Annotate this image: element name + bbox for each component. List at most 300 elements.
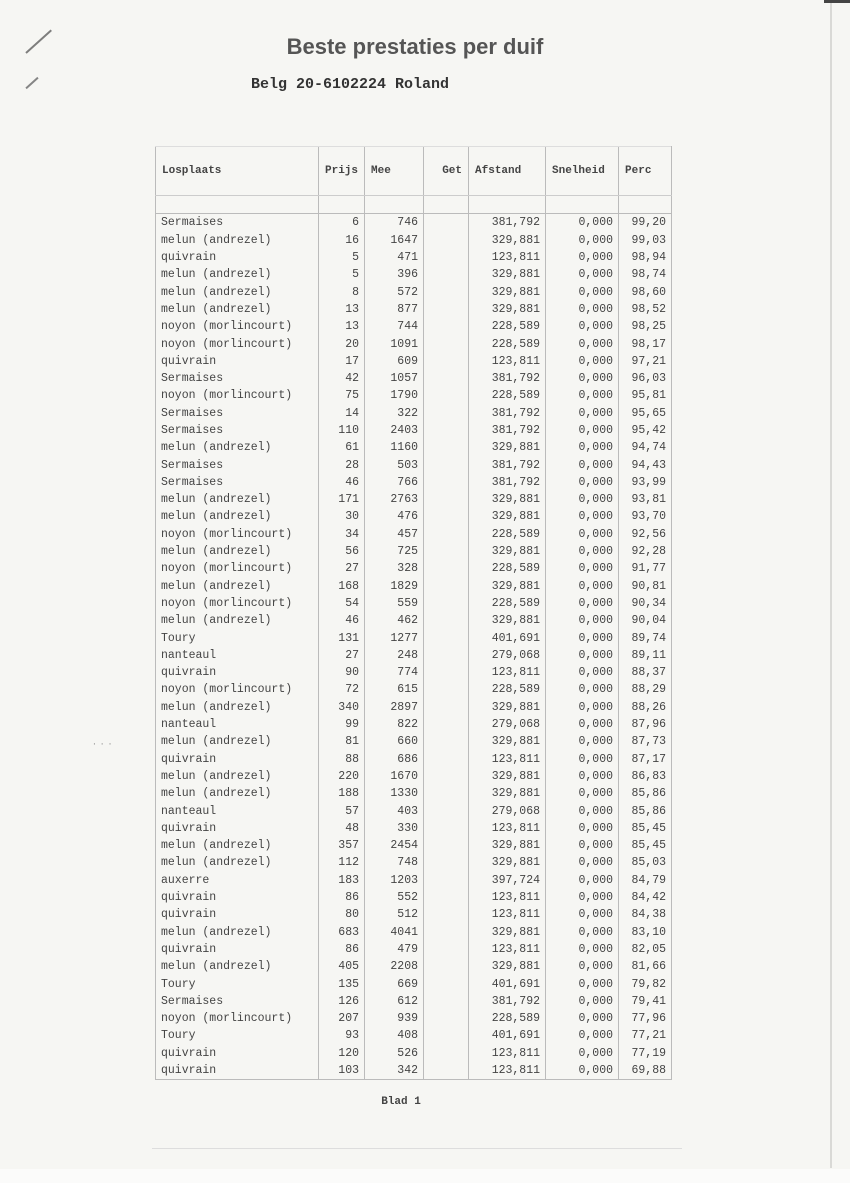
table-row [156, 508, 672, 525]
cell-get [424, 941, 469, 958]
cell-prijs: 20 [319, 335, 365, 352]
cell-afstand: 329,881 [469, 491, 546, 508]
cell-perc: 77,19 [619, 1045, 672, 1062]
cell-afstand: 123,811 [469, 751, 546, 768]
cell-get [424, 353, 469, 370]
cell-losplaats: melun (andrezel) [156, 785, 319, 802]
cell-snelheid: 0,000 [546, 439, 619, 456]
cell-afstand: 123,811 [469, 889, 546, 906]
cell-snelheid: 0,000 [546, 560, 619, 577]
cell-afstand: 123,811 [469, 941, 546, 958]
cell-losplaats: noyon (morlincourt) [156, 595, 319, 612]
cell-losplaats: noyon (morlincourt) [156, 1010, 319, 1027]
cell-perc: 98,52 [619, 301, 672, 318]
cell-get [424, 872, 469, 889]
cell-perc: 81,66 [619, 958, 672, 975]
table-row [156, 474, 672, 491]
cell-prijs: 207 [319, 1010, 365, 1027]
cell-afstand: 397,724 [469, 872, 546, 889]
cell-afstand: 123,811 [469, 1045, 546, 1062]
cell-losplaats: melun (andrezel) [156, 301, 319, 318]
table-row [156, 249, 672, 266]
cell-losplaats: Sermaises [156, 456, 319, 473]
cell-perc: 89,11 [619, 647, 672, 664]
cell-get [424, 595, 469, 612]
cell-afstand: 123,811 [469, 820, 546, 837]
cell-perc: 92,28 [619, 543, 672, 560]
cell-get [424, 474, 469, 491]
cell-mee: 774 [365, 664, 424, 681]
table-row [156, 923, 672, 940]
cell-get [424, 733, 469, 750]
cell-losplaats: Sermaises [156, 370, 319, 387]
cell-afstand: 329,881 [469, 612, 546, 629]
cell-snelheid: 0,000 [546, 993, 619, 1010]
table-row [156, 318, 672, 335]
cell-snelheid: 0,000 [546, 508, 619, 525]
scan-dots: ··· [92, 740, 116, 749]
cell-get [424, 526, 469, 543]
table-row [156, 439, 672, 456]
cell-losplaats: Toury [156, 1027, 319, 1044]
cell-losplaats: noyon (morlincourt) [156, 681, 319, 698]
cell-losplaats: melun (andrezel) [156, 283, 319, 300]
cell-afstand: 401,691 [469, 629, 546, 646]
cell-get [424, 387, 469, 404]
table-row [156, 820, 672, 837]
cell-losplaats: noyon (morlincourt) [156, 560, 319, 577]
cell-snelheid: 0,000 [546, 612, 619, 629]
cell-prijs: 6 [319, 214, 365, 232]
cell-afstand: 329,881 [469, 923, 546, 940]
cell-mee: 766 [365, 474, 424, 491]
cell-losplaats: quivrain [156, 1062, 319, 1080]
table-row [156, 768, 672, 785]
cell-perc: 98,94 [619, 249, 672, 266]
table-row [156, 370, 672, 387]
cell-afstand: 228,589 [469, 526, 546, 543]
cell-afstand: 228,589 [469, 595, 546, 612]
cell-get [424, 560, 469, 577]
table-row [156, 941, 672, 958]
table-row [156, 889, 672, 906]
cell-losplaats: quivrain [156, 1045, 319, 1062]
cell-prijs: 171 [319, 491, 365, 508]
cell-snelheid: 0,000 [546, 266, 619, 283]
table-row [156, 699, 672, 716]
cell-snelheid: 0,000 [546, 647, 619, 664]
cell-afstand: 329,881 [469, 266, 546, 283]
cell-snelheid: 0,000 [546, 301, 619, 318]
cell-snelheid: 0,000 [546, 889, 619, 906]
cell-perc: 99,03 [619, 232, 672, 249]
cell-prijs: 28 [319, 456, 365, 473]
cell-losplaats: melun (andrezel) [156, 958, 319, 975]
cell-mee: 1790 [365, 387, 424, 404]
cell-perc: 83,10 [619, 923, 672, 940]
table-row [156, 301, 672, 318]
cell-snelheid: 0,000 [546, 941, 619, 958]
cell-perc: 77,21 [619, 1027, 672, 1044]
cell-snelheid: 0,000 [546, 353, 619, 370]
cell-snelheid: 0,000 [546, 854, 619, 871]
table-row [156, 335, 672, 352]
cell-afstand: 329,881 [469, 283, 546, 300]
cell-afstand: 329,881 [469, 699, 546, 716]
cell-prijs: 103 [319, 1062, 365, 1080]
cell-get [424, 975, 469, 992]
cell-snelheid: 0,000 [546, 214, 619, 232]
cell-perc: 87,73 [619, 733, 672, 750]
cell-losplaats: Toury [156, 975, 319, 992]
cell-snelheid: 0,000 [546, 491, 619, 508]
cell-losplaats: auxerre [156, 872, 319, 889]
table-row [156, 612, 672, 629]
table-row [156, 578, 672, 595]
cell-get [424, 456, 469, 473]
cell-afstand: 123,811 [469, 906, 546, 923]
cell-prijs: 86 [319, 889, 365, 906]
cell-snelheid: 0,000 [546, 370, 619, 387]
cell-mee: 526 [365, 1045, 424, 1062]
cell-get [424, 716, 469, 733]
table-row [156, 266, 672, 283]
cell-perc: 99,20 [619, 214, 672, 232]
cell-prijs: 57 [319, 802, 365, 819]
cell-losplaats: noyon (morlincourt) [156, 526, 319, 543]
cell-afstand: 401,691 [469, 975, 546, 992]
page-number: Blad 1 [381, 1096, 421, 1108]
table-row [156, 595, 672, 612]
cell-mee: 748 [365, 854, 424, 871]
cell-losplaats: melun (andrezel) [156, 491, 319, 508]
cell-get [424, 249, 469, 266]
cell-prijs: 131 [319, 629, 365, 646]
cell-get [424, 1062, 469, 1080]
cell-losplaats: quivrain [156, 353, 319, 370]
cell-losplaats: melun (andrezel) [156, 508, 319, 525]
cell-mee: 725 [365, 543, 424, 560]
cell-perc: 87,96 [619, 716, 672, 733]
cell-mee: 403 [365, 802, 424, 819]
cell-get [424, 439, 469, 456]
cell-afstand: 329,881 [469, 543, 546, 560]
cell-perc: 85,45 [619, 837, 672, 854]
table-row [156, 422, 672, 439]
cell-get [424, 664, 469, 681]
cell-mee: 2208 [365, 958, 424, 975]
cell-perc: 77,96 [619, 1010, 672, 1027]
cell-mee: 322 [365, 405, 424, 422]
cell-snelheid: 0,000 [546, 578, 619, 595]
cell-get [424, 266, 469, 283]
cell-afstand: 329,881 [469, 785, 546, 802]
cell-get [424, 854, 469, 871]
table-row [156, 526, 672, 543]
header-mee: Mee [365, 147, 424, 196]
table-row [156, 664, 672, 681]
cell-get [424, 214, 469, 232]
table-header-row [156, 147, 672, 196]
page-edge [830, 0, 832, 1168]
cell-snelheid: 0,000 [546, 923, 619, 940]
cell-afstand: 329,881 [469, 301, 546, 318]
cell-snelheid: 0,000 [546, 733, 619, 750]
cell-prijs: 75 [319, 387, 365, 404]
table-row [156, 232, 672, 249]
cell-perc: 82,05 [619, 941, 672, 958]
cell-mee: 744 [365, 318, 424, 335]
cell-losplaats: Sermaises [156, 214, 319, 232]
cell-perc: 79,41 [619, 993, 672, 1010]
cell-afstand: 279,068 [469, 647, 546, 664]
table-row [156, 405, 672, 422]
cell-perc: 85,03 [619, 854, 672, 871]
table-row [156, 837, 672, 854]
cell-losplaats: quivrain [156, 751, 319, 768]
cell-perc: 91,77 [619, 560, 672, 577]
header-losplaats: Losplaats [156, 147, 319, 196]
table-row [156, 647, 672, 664]
results-table [155, 146, 672, 1080]
cell-mee: 660 [365, 733, 424, 750]
table-row [156, 1027, 672, 1044]
table-row [156, 1062, 672, 1080]
cell-get [424, 578, 469, 595]
cell-snelheid: 0,000 [546, 1010, 619, 1027]
cell-get [424, 232, 469, 249]
cell-prijs: 46 [319, 474, 365, 491]
cell-losplaats: melun (andrezel) [156, 854, 319, 871]
page-corner [824, 0, 850, 3]
cell-mee: 669 [365, 975, 424, 992]
cell-losplaats: quivrain [156, 664, 319, 681]
cell-snelheid: 0,000 [546, 283, 619, 300]
cell-prijs: 17 [319, 353, 365, 370]
cell-afstand: 329,881 [469, 439, 546, 456]
cell-prijs: 99 [319, 716, 365, 733]
cell-prijs: 16 [319, 232, 365, 249]
cell-losplaats: melun (andrezel) [156, 543, 319, 560]
cell-perc: 86,83 [619, 768, 672, 785]
cell-losplaats: Toury [156, 629, 319, 646]
cell-prijs: 13 [319, 318, 365, 335]
cell-mee: 552 [365, 889, 424, 906]
cell-afstand: 381,792 [469, 474, 546, 491]
cell-mee: 1160 [365, 439, 424, 456]
cell-prijs: 46 [319, 612, 365, 629]
cell-losplaats: Sermaises [156, 474, 319, 491]
cell-prijs: 81 [319, 733, 365, 750]
cell-losplaats: melun (andrezel) [156, 837, 319, 854]
cell-prijs: 340 [319, 699, 365, 716]
cell-get [424, 283, 469, 300]
cell-prijs: 27 [319, 647, 365, 664]
cell-perc: 90,81 [619, 578, 672, 595]
cell-mee: 746 [365, 214, 424, 232]
cell-mee: 503 [365, 456, 424, 473]
cell-perc: 85,45 [619, 820, 672, 837]
cell-perc: 97,21 [619, 353, 672, 370]
cell-afstand: 381,792 [469, 422, 546, 439]
cell-losplaats: melun (andrezel) [156, 612, 319, 629]
cell-prijs: 5 [319, 249, 365, 266]
cell-snelheid: 0,000 [546, 785, 619, 802]
cell-mee: 2454 [365, 837, 424, 854]
cell-mee: 476 [365, 508, 424, 525]
cell-prijs: 5 [319, 266, 365, 283]
cell-perc: 90,04 [619, 612, 672, 629]
cell-snelheid: 0,000 [546, 318, 619, 335]
cell-losplaats: melun (andrezel) [156, 768, 319, 785]
cell-afstand: 329,881 [469, 508, 546, 525]
cell-get [424, 802, 469, 819]
cell-mee: 1670 [365, 768, 424, 785]
cell-get [424, 370, 469, 387]
cell-afstand: 329,881 [469, 232, 546, 249]
cell-prijs: 61 [319, 439, 365, 456]
cell-snelheid: 0,000 [546, 526, 619, 543]
cell-afstand: 123,811 [469, 249, 546, 266]
cell-afstand: 401,691 [469, 1027, 546, 1044]
cell-prijs: 183 [319, 872, 365, 889]
cell-perc: 93,70 [619, 508, 672, 525]
cell-prijs: 88 [319, 751, 365, 768]
cell-mee: 1277 [365, 629, 424, 646]
cell-snelheid: 0,000 [546, 664, 619, 681]
header-afstand: Afstand [469, 147, 546, 196]
cell-mee: 471 [365, 249, 424, 266]
cell-prijs: 80 [319, 906, 365, 923]
cell-snelheid: 0,000 [546, 802, 619, 819]
cell-perc: 94,74 [619, 439, 672, 456]
cell-perc: 93,81 [619, 491, 672, 508]
cell-get [424, 629, 469, 646]
cell-snelheid: 0,000 [546, 906, 619, 923]
cell-losplaats: Sermaises [156, 993, 319, 1010]
cell-prijs: 90 [319, 664, 365, 681]
cell-get [424, 1010, 469, 1027]
cell-afstand: 279,068 [469, 716, 546, 733]
cell-mee: 822 [365, 716, 424, 733]
cell-perc: 96,03 [619, 370, 672, 387]
cell-snelheid: 0,000 [546, 820, 619, 837]
cell-losplaats: melun (andrezel) [156, 578, 319, 595]
cell-get [424, 301, 469, 318]
table-row [156, 785, 672, 802]
cell-mee: 457 [365, 526, 424, 543]
cell-losplaats: nanteaul [156, 716, 319, 733]
pen-mark [25, 77, 38, 89]
header-snelheid: Snelheid [546, 147, 619, 196]
cell-afstand: 329,881 [469, 733, 546, 750]
table-row [156, 975, 672, 992]
cell-snelheid: 0,000 [546, 595, 619, 612]
table-row [156, 1045, 672, 1062]
cell-losplaats: quivrain [156, 820, 319, 837]
header-spacer [156, 196, 672, 214]
cell-afstand: 381,792 [469, 405, 546, 422]
cell-prijs: 13 [319, 301, 365, 318]
table-row [156, 629, 672, 646]
header-prijs: Prijs [319, 147, 365, 196]
cell-losplaats: quivrain [156, 249, 319, 266]
cell-perc: 98,74 [619, 266, 672, 283]
cell-get [424, 699, 469, 716]
table-row [156, 283, 672, 300]
cell-perc: 84,38 [619, 906, 672, 923]
cell-mee: 1091 [365, 335, 424, 352]
cell-mee: 2897 [365, 699, 424, 716]
cell-mee: 1203 [365, 872, 424, 889]
table-row [156, 1010, 672, 1027]
cell-afstand: 381,792 [469, 993, 546, 1010]
cell-snelheid: 0,000 [546, 1045, 619, 1062]
cell-snelheid: 0,000 [546, 387, 619, 404]
cell-mee: 328 [365, 560, 424, 577]
table-row [156, 906, 672, 923]
cell-prijs: 27 [319, 560, 365, 577]
cell-get [424, 491, 469, 508]
cell-perc: 88,26 [619, 699, 672, 716]
cell-losplaats: Sermaises [156, 405, 319, 422]
table-row [156, 958, 672, 975]
cell-perc: 79,82 [619, 975, 672, 992]
table-row [156, 716, 672, 733]
cell-get [424, 923, 469, 940]
cell-get [424, 958, 469, 975]
cell-afstand: 329,881 [469, 768, 546, 785]
cell-perc: 69,88 [619, 1062, 672, 1080]
cell-mee: 248 [365, 647, 424, 664]
cell-snelheid: 0,000 [546, 768, 619, 785]
cell-afstand: 329,881 [469, 837, 546, 854]
cell-mee: 512 [365, 906, 424, 923]
cell-mee: 939 [365, 1010, 424, 1027]
cell-mee: 330 [365, 820, 424, 837]
cell-prijs: 14 [319, 405, 365, 422]
cell-mee: 408 [365, 1027, 424, 1044]
cell-afstand: 329,881 [469, 578, 546, 595]
cell-snelheid: 0,000 [546, 422, 619, 439]
cell-prijs: 220 [319, 768, 365, 785]
cell-get [424, 751, 469, 768]
footer-divider [152, 1148, 682, 1149]
cell-mee: 342 [365, 1062, 424, 1080]
cell-prijs: 42 [319, 370, 365, 387]
cell-prijs: 135 [319, 975, 365, 992]
cell-get [424, 820, 469, 837]
cell-mee: 2403 [365, 422, 424, 439]
table-row [156, 681, 672, 698]
table-body [156, 214, 672, 1080]
cell-prijs: 168 [319, 578, 365, 595]
cell-afstand: 123,811 [469, 664, 546, 681]
cell-snelheid: 0,000 [546, 751, 619, 768]
cell-prijs: 8 [319, 283, 365, 300]
cell-snelheid: 0,000 [546, 335, 619, 352]
cell-perc: 94,43 [619, 456, 672, 473]
cell-perc: 98,25 [619, 318, 672, 335]
cell-snelheid: 0,000 [546, 543, 619, 560]
cell-losplaats: melun (andrezel) [156, 699, 319, 716]
cell-get [424, 681, 469, 698]
cell-perc: 95,81 [619, 387, 672, 404]
cell-losplaats: quivrain [156, 906, 319, 923]
table-row [156, 733, 672, 750]
cell-get [424, 837, 469, 854]
cell-snelheid: 0,000 [546, 405, 619, 422]
